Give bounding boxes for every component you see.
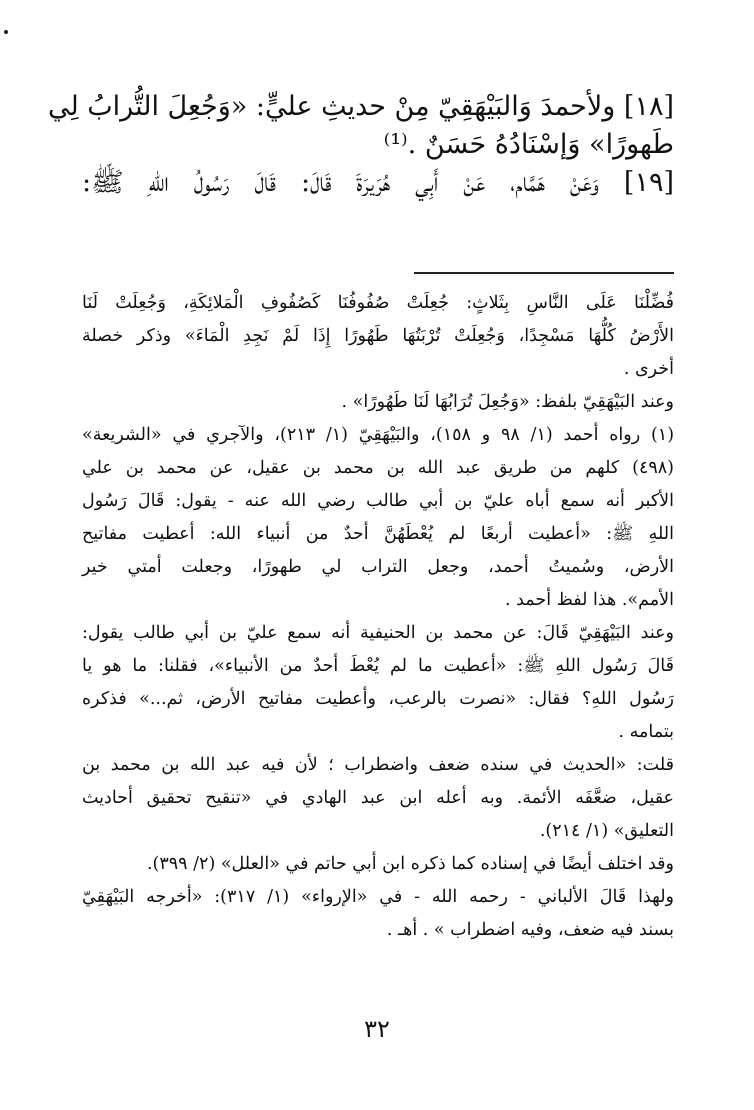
footnote-line: الأمم». هذا لفظ أحمد . [504, 590, 674, 610]
main-line-2: طَهورًا» وَإسْنَادُهُ حَسَنٌ .⁽¹⁾ [383, 128, 674, 160]
footnote-line: وعند البَيْهَقِيّ قَالَ: عن محمد بن الحنيفية أنه سمع عليّ بن أبي طالب يقول: [82, 623, 674, 643]
footnote-line: رَسُول اللهِ؟ فقال: «نصرت بالرعب، وأعطيت مفاتيح الأرض، ثم...» فذكره [82, 689, 674, 709]
main-text [47, 88, 674, 201]
footnote-line: التعليق» (١/ ٢١٤). [539, 821, 674, 841]
footnote-line: (٤٩٨) كلهم من طريق عبد الله بن محمد بن عقيل، عن محمد بن علي [82, 458, 674, 478]
footnote-line: فُضِّلْنَا عَلَى النَّاسِ بِثَلاثٍ: جُعِلَتْ صُفُوفُنَا كَصُفُوفِ الْمَلائِكَةِ، وَجُعِلَتْ لَنَا [82, 293, 674, 313]
footnote-line: الأرض، وسُميتُ أحمد، وجعل التراب لي طهورًا، وجعلت أمتي خير [82, 557, 674, 577]
main-line-3: [١٩] وَعَنْ هَمَّام، عَنْ أَبِي هُرَيرَةَ قَالَ: قَالَ رَسُولُ اللهِ ﷺ: [82, 166, 674, 198]
footnote-line: أخرى . [623, 359, 674, 379]
footnote-line: الأَرْضُ كُلُّهَا مَسْجِدًا، وَجُعِلَتْ تُرْبَتُهَا طَهُورًا إِذَا لَمْ نَجِدِ الْمَاءَ» وذكر خصلة [82, 326, 674, 346]
footnote-line: اللهِ ﷺ: «أعطيت أربعًا لم يُعْطَهُنَّ أحدٌ من أنبياء الله: أعطيت مفاتيح [82, 524, 674, 544]
footnote-separator [414, 272, 674, 274]
footnote-line: ولهذا قَالَ الألباني - رحمه الله - في «الإرواء» (١/ ٣١٧): «أخرجه البَيْهَقِيّ [82, 887, 674, 907]
footnote-line: قلت: «الحديث في سنده ضعف واضطراب ؛ لأن فيه عبد الله بن محمد بن [82, 755, 674, 775]
margin-dot [4, 30, 8, 34]
footnote-line: وقد اختلف أيضًا في إسناده كما ذكره ابن أبي حاتم في «العلل» (٢/ ٣٩٩). [146, 854, 674, 874]
footnote-line: عقيل، ضعَّفَه الأئمة. وبه أعله ابن عبد الهادي في «تنقيح تحقيق أحاديث [82, 788, 674, 808]
page-number: ٣٢ [364, 1015, 390, 1043]
footnote-line: قَالَ رَسُول اللهِ ﷺ: «أعطيت ما لم يُعْطَ أحدٌ من الأنبياء»، فقلنا: ما هو يا [82, 656, 674, 676]
footnote-line: بتمامه . [618, 722, 674, 742]
footnote-line: وعند البَيْهَقِيّ بلفظ: «وَجُعِلَ تُرَابُهَا لَنَا طَهُورًا» . [341, 392, 674, 412]
footnotes [82, 287, 674, 947]
main-line-1: [١٨] ولأحمدَ وَالبَيْهَقِيّ مِنْ حديثِ عليٍّ: «وَجُعِلَ التُّرابُ لِي [47, 91, 674, 122]
footnote-line: الأكبر أنه سمع أباه عليّ بن أبي طالب رضي الله عنه - يقول: قَالَ رَسُول [82, 491, 674, 511]
footnote-line: بسند فيه ضعف، وفيه اضطراب » . أهـ . [386, 920, 674, 940]
footnote-line: (١) رواه أحمد (١/ ٩٨ و ١٥٨)، والبَيْهَقِيّ (١/ ٢١٣)، والآجري في «الشريعة» [82, 425, 675, 445]
